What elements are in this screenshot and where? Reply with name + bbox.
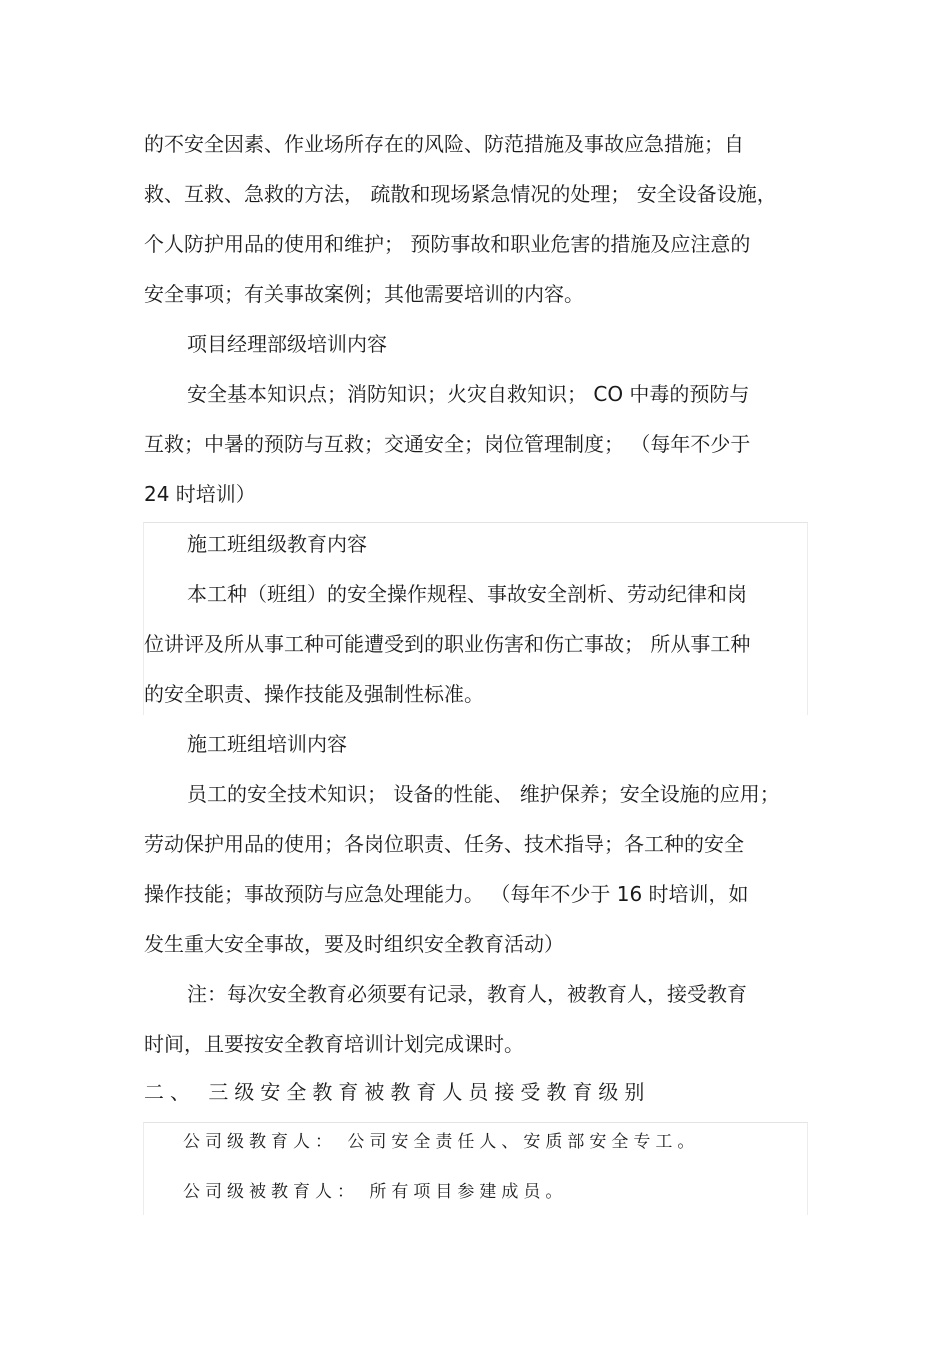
- paragraph-line: 安全基本知识点；消防知识；火灾自救知识； CO 中毒的预防与: [187, 382, 750, 406]
- paragraph-line: 安全事项；有关事故案例；其他需要培训的内容。: [144, 282, 584, 306]
- section-heading-team-education: 施工班组级教育内容: [187, 532, 367, 556]
- paragraph-line: 救、互救、急救的方法， 疏散和现场紧急情况的处理； 安全设备设施，: [144, 182, 777, 206]
- company-educator-line: 公司级教育人： 公司安全责任人、安质部安全专工。: [183, 1132, 700, 1152]
- paragraph-line: 操作技能；事故预防与应急处理能力。 （每年不少于 16 时培训，如: [144, 882, 749, 906]
- section-heading-education-levels: 二、 三级安全教育被教育人员接受教育级别: [144, 1080, 651, 1104]
- paragraph-line: 位讲评及所从事工种可能遭受到的职业伤害和伤亡事故； 所从事工种: [144, 632, 751, 656]
- paragraph-line: 互救；中暑的预防与互救；交通安全；岗位管理制度； （每年不少于: [144, 432, 751, 456]
- paragraph-line: 员工的安全技术知识； 设备的性能、 维护保养；安全设施的应用；: [187, 782, 780, 806]
- paragraph-line: 时间，且要按安全教育培训计划完成课时。: [144, 1032, 524, 1056]
- paragraph-line: 的不安全因素、作业场所存在的风险、防范措施及事故应急措施；自: [144, 132, 744, 156]
- company-educatee-line: 公司级被教育人： 所有项目参建成员。: [183, 1182, 568, 1202]
- paragraph-line: 劳动保护用品的使用；各岗位职责、任务、技术指导；各工种的安全: [144, 832, 744, 856]
- section-heading-team-training: 施工班组培训内容: [187, 732, 347, 756]
- paragraph-line: 个人防护用品的使用和维护； 预防事故和职业危害的措施及应注意的: [144, 232, 751, 256]
- paragraph-line: 本工种（班组）的安全操作规程、事故安全剖析、劳动纪律和岗: [187, 582, 747, 606]
- section-heading-project-training: 项目经理部级培训内容: [187, 332, 387, 356]
- paragraph-line: 发生重大安全事故，要及时组织安全教育活动）: [144, 932, 564, 956]
- paragraph-line: 的安全职责、操作技能及强制性标准。: [144, 682, 484, 706]
- note-paragraph: 注：每次安全教育必须要有记录，教育人，被教育人，接受教育: [187, 982, 747, 1006]
- paragraph-line: 24 时培训）: [144, 482, 256, 506]
